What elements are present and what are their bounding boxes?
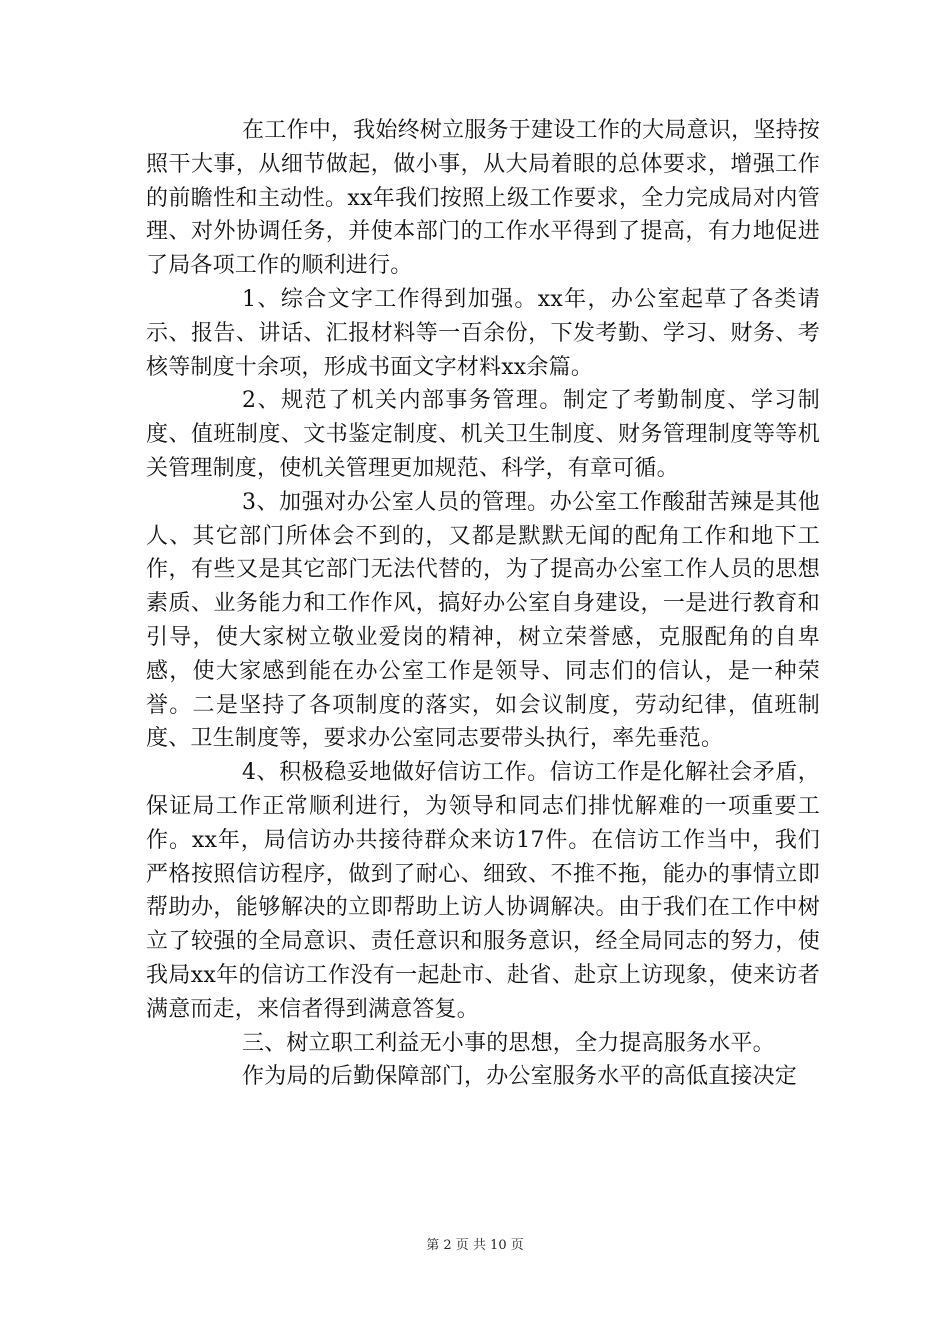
paragraph-item-2: 2、规范了机关内部事务管理。制定了考勤制度、学习制度、值班制度、文书鉴定制度、机关卫生制度、财务管理制度等等机关管理制度，使机关管理更加规范、科学，有章可循。 bbox=[146, 388, 820, 481]
paragraph-item-3: 3、加强对办公室人员的管理。办公室工作酸甜苦辣是其他人、其它部门所体会不到的，又都是默默无闻的配角工作和地下工作，有些又是其它部门无法代替的，为了提高办公室工作人员的思想素质、业务能力和工作作风，搞好办公室自身建设，一是进行教育和引导，使大家树立敬业爱岗的精神，树立荣誉感，克服配角的自卑感，使大家感到能在办公室工作是领导、同志们的信认，是一种荣誉。二是坚持了各项制度的落实，如会议制度，劳动纪律，值班制度、卫生制度等，要求办公室同志要带头执行，率先垂范。 bbox=[146, 489, 820, 752]
paragraph-section-3-start: 作为局的后勤保障部门，办公室服务水平的高低直接决定 bbox=[242, 1064, 798, 1090]
section-heading-3: 三、树立职工利益无小事的思想，全力提高服务水平。 bbox=[242, 1030, 775, 1056]
paragraph-item-4: 4、积极稳妥地做好信访工作。信访工作是化解社会矛盾，保证局工作正常顺利进行，为领导和同志们排忧解难的一项重要工作。xx年，局信访办共接待群众来访17件。在信访工作当中，我们严格按照信访程序，做到了耐心、细致、不推不拖，能办的事情立即帮助办，能够解决的立即帮助上访人协调解决。由于我们在工作中树立了较强的全局意识、责任意识和服务意识，经全局同志的努力，使我局xx年的信访工作没有一起赴市、赴省、赴京上访现象，使来访者满意而走，来信者得到满意答复。 bbox=[146, 760, 820, 1022]
page-number-footer: 第 2 页 共 10 页 bbox=[426, 1238, 524, 1253]
document-body bbox=[146, 114, 820, 1094]
paragraph-item-1: 1、综合文字工作得到加强。xx年，办公室起草了各类请示、报告、讲话、汇报材料等一百余份，下发考勤、学习、财务、考核等制度十余项，形成书面文字材料xx余篇。 bbox=[146, 286, 820, 380]
paragraph-intro: 在工作中，我始终树立服务于建设工作的大局意识，坚持按照干大事，从细节做起，做小事，从大局着眼的总体要求，增强工作的前瞻性和主动性。xx年我们按照上级工作要求，全力完成局对内管理、对外协调任务，并使本部门的工作水平得到了提高，有力地促进了局各项工作的顺利进行。 bbox=[146, 118, 820, 279]
